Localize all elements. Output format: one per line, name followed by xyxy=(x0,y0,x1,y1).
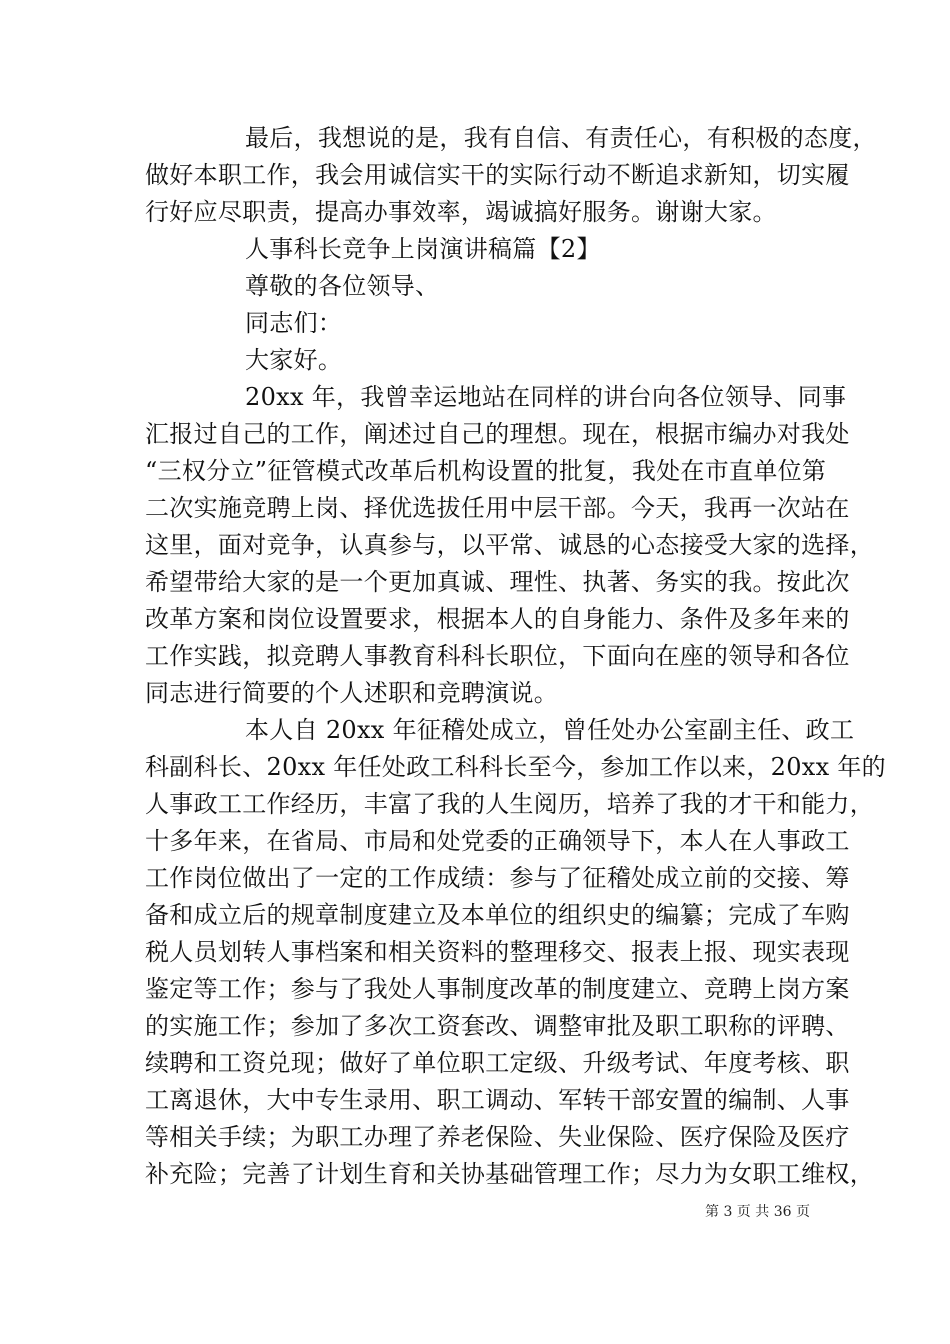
text-line: 鉴定等工作；参与了我处人事制度改革的制度建立、竞聘上岗方案 xyxy=(145,975,850,1003)
text-line: 等相关手续；为职工办理了养老保险、失业保险、医疗保险及医疗 xyxy=(145,1123,850,1151)
text-line: 科副科长、20xx 年任处政工科科长至今，参加工作以来，20xx 年的 xyxy=(145,753,886,781)
text-line: 备和成立后的规章制度建立及本单位的组织史的编纂；完成了车购 xyxy=(145,901,850,929)
text-line: “三权分立”征管模式改革后机构设置的批复，我处在市直单位第 xyxy=(145,457,827,485)
text-line: 行好应尽职责，提高办事效率，竭诚搞好服务。谢谢大家。 xyxy=(145,198,777,226)
text-line: 最后，我想说的是，我有自信、有责任心，有积极的态度， xyxy=(245,124,877,152)
text-line: 十多年来，在省局、市局和处党委的正确领导下，本人在人事政工 xyxy=(145,827,850,855)
text-line: 的实施工作；参加了多次工资套改、调整审批及职工职称的评聘、 xyxy=(145,1012,850,1040)
text-line: 同志进行简要的个人述职和竞聘演说。 xyxy=(145,679,559,707)
text-line: 做好本职工作，我会用诚信实干的实际行动不断追求新知，切实履 xyxy=(145,161,850,189)
greeting-line: 大家好。 xyxy=(245,346,343,374)
text-line: 税人员划转人事档案和相关资料的整理移交、报表上报、现实表现 xyxy=(145,938,850,966)
text-line: 本人自 20xx 年征稽处成立，曾任处办公室副主任、政工 xyxy=(245,716,855,744)
text-line: 二次实施竞聘上岗、择优选拔任用中层干部。今天，我再一次站在 xyxy=(145,494,850,522)
text-line: 工作岗位做出了一定的工作成绩：参与了征稽处成立前的交接、筹 xyxy=(145,864,850,892)
text-line: 汇报过自己的工作，阐述过自己的理想。现在，根据市编办对我处 xyxy=(145,420,850,448)
salutation-line: 同志们： xyxy=(245,309,343,337)
text-line: 工离退休，大中专生录用、职工调动、军转干部安置的编制、人事 xyxy=(145,1086,850,1114)
section-heading: 人事科长竞争上岗演讲稿篇【2】 xyxy=(245,235,601,263)
text-line: 改革方案和岗位设置要求，根据本人的自身能力、条件及多年来的 xyxy=(145,605,850,633)
text-line: 工作实践，拟竞聘人事教育科科长职位，下面向在座的领导和各位 xyxy=(145,642,850,670)
salutation-line: 尊敬的各位领导、 xyxy=(245,272,440,300)
text-line: 希望带给大家的是一个更加真诚、理性、执著、务实的我。按此次 xyxy=(145,568,850,596)
text-line: 补充险；完善了计划生育和关协基础管理工作；尽力为女职工维权， xyxy=(145,1160,874,1188)
text-line: 20xx 年，我曾幸运地站在同样的讲台向各位领导、同事 xyxy=(245,383,847,411)
page-number: 第 3 页 共 36 页 xyxy=(705,1204,810,1220)
text-line: 这里，面对竞争，认真参与，以平常、诚恳的心态接受大家的选择， xyxy=(145,531,874,559)
text-line: 人事政工工作经历，丰富了我的人生阅历，培养了我的才干和能力， xyxy=(145,790,874,818)
text-line: 续聘和工资兑现；做好了单位职工定级、升级考试、年度考核、职 xyxy=(145,1049,850,1077)
